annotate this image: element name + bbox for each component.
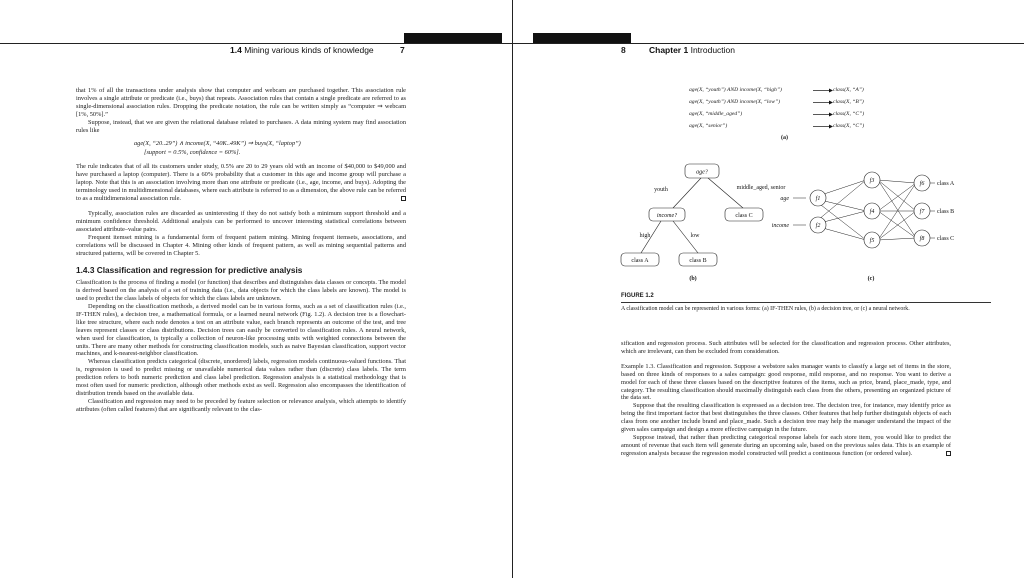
rule-rhs: class(X, “C”) bbox=[833, 111, 865, 117]
branch-label: middle_aged, senior bbox=[736, 185, 786, 191]
figure-label-a: (a) bbox=[781, 135, 788, 141]
paragraph: The rule indicates that of all its customers under study, 0.5% are 20 to 29 years old with an income of $40,000 to $49,000 and have purchased a laptop (computer). There is a 60% probability that a customer in this age and income group will purchase a laptop. Note that this is an association involving more than one attribute or predicate (i.e., age, income, and buys). Adopting the terminology used in multidimensional databases, where each attribute is referred to as a dimension, the above rule can be referred to as a multidimensional association rule. bbox=[76, 163, 406, 203]
neural-network bbox=[772, 172, 955, 282]
running-header bbox=[649, 45, 735, 55]
rule-row bbox=[689, 84, 909, 96]
paragraph: Typically, association rules are discarded as uninteresting if they do not satisfy both a minimum support threshold and a minimum confidence threshold. Additional analysis can be performed to uncover interesting statistical correlations between associated attribute–value pairs. bbox=[76, 209, 406, 233]
rule-rhs: class(X, “C”) bbox=[833, 123, 865, 129]
rule-rhs: class(X, “B”) bbox=[833, 99, 864, 105]
header-bar bbox=[404, 33, 502, 43]
branch-label: youth bbox=[654, 187, 668, 193]
tree-leaf-label: class B bbox=[689, 258, 707, 264]
paragraph: sification and regression process. Such attributes will be selected for the classification and regression process. Other attributes, which are irrelevant, can then be excluded from consideration. bbox=[621, 340, 951, 355]
arrow-icon bbox=[813, 124, 833, 129]
paragraph: Suppose instead, that rather than predicting categorical response labels for each store item, you would like to predict the amount of revenue that each item will generate during an upcoming sale, based on the previous sales data. This is an example of regression analysis because the regression model constructed will predict a continuous function (or ordered value). bbox=[621, 433, 951, 457]
figure-label-b: (b) bbox=[689, 276, 697, 282]
formula-line: age(X, “20..29”) ∧ income(X, “40K..49K”) ⇒ buys(X, “laptop”) bbox=[134, 140, 301, 148]
rule-row bbox=[689, 120, 909, 132]
header-bar bbox=[533, 33, 631, 43]
section-heading: 1.4.3 Classification and regression for predictive analysis bbox=[76, 265, 303, 276]
arrow-icon bbox=[813, 100, 833, 105]
caption-rule bbox=[621, 302, 991, 303]
right-page bbox=[513, 0, 1024, 578]
figure-label-c: (c) bbox=[867, 276, 875, 282]
tree-node-income-label: income? bbox=[656, 213, 678, 219]
paragraph: Suppose, instead, that we are given the relational database related to purchases. A data mining system may find association rules like bbox=[76, 118, 406, 134]
tree-leaf-label: class A bbox=[631, 258, 649, 264]
output-label: class B bbox=[937, 209, 955, 215]
rule-row bbox=[689, 108, 909, 120]
paragraph: Depending on the classification methods, a derived model can be in various forms, such as a set of classification rules (i.e., IF-THEN rules), a decision tree, a mathematical formula, or a learned neural network (Fig. 1.2). A decision tree is a flowchart-like tree structure, where each node denotes a test on an attribute value, each branch represents an outcome of the test, and tree leaves represent classes or class distributions. Decision trees can easily be converted to classification rules. A neural network, when used for classification, is typically a collection of neuron-like processing units with weighted connections between the units. There are many other methods for constructing classification models, such as naive Bayesian classification, support vector machines, and k-nearest-neighbor classification. bbox=[76, 303, 406, 358]
paragraph: Example 1.3. Classification and regression. Suppose a webstore sales manager wants to classify a large set of items in the store, based on three kinds of responses to a sales campaign: good response, mild response, and no response. You want to derive a model for each of these three classes based on the descriptive features of the items, such as price, brand, place_made, type, and category. The resulting classification should maximally distinguish each class from the others, presenting an organized picture of the data set. bbox=[621, 362, 951, 402]
paragraph: Classification and regression may need to be preceded by feature selection or relevance analysis, which attempts to identify attributes (often called features) that are significantly relevant to the clas- bbox=[76, 397, 406, 413]
page-number: 7 bbox=[400, 45, 405, 55]
header-rule bbox=[513, 43, 1024, 44]
figure-diagrams bbox=[613, 158, 993, 288]
qed-box bbox=[401, 196, 406, 201]
paragraph: Suppose that the resulting classification is expressed as a decision tree. The decision tree, for instance, may identify price as being the first important factor that best distinguishes the three classes. Other features that help further distinguish objects of each class from one another include brand and place_made. Such a decision tree may help the manager understand the impact of the given sales campaign and design a more effective campaign in the future. bbox=[621, 402, 951, 434]
figure-caption-title: FIGURE 1.2 bbox=[621, 293, 654, 299]
section-number: 1.4 bbox=[230, 45, 242, 55]
if-then-rules bbox=[689, 84, 909, 132]
paragraph: Whereas classification predicts categorical (discrete, unordered) labels, regression models continuous-valued functions. That is, regression is used to predict missing or unavailable numerical data values rather than (discrete) class labels. The term prediction refers to both numeric prediction and class label prediction. Regression analysis is a statistical methodology that is most often used for numeric prediction, although other methods exist as well. Regression also encompasses the identification of distribution trends based on the available data. bbox=[76, 358, 406, 397]
qed-box bbox=[946, 451, 951, 456]
node-label: f3 bbox=[869, 178, 875, 184]
rule-rhs: class(X, “A”) bbox=[833, 87, 864, 93]
page-number: 8 bbox=[621, 45, 626, 55]
figure-caption: A classification model can be represented in various forms: (a) IF-THEN rules, (b) a decision tree, or (c) a neural network. bbox=[621, 306, 910, 312]
branch-label: low bbox=[690, 233, 700, 239]
node-label: f6 bbox=[919, 181, 925, 187]
paragraph: Classification is the process of finding a model (or function) that describes and distinguishes data classes or concepts. The model is derived based on the analysis of a set of training data (i.e., data objects for which the class labels are known). The model is used to predict the class labels of objects for which the class labels are unknown. bbox=[76, 279, 406, 303]
rule-lhs: age(X, “youth”) AND income(X, “low”) bbox=[689, 99, 780, 105]
output-label: class A bbox=[937, 181, 955, 187]
input-label: income bbox=[771, 223, 789, 229]
tree-leaf-label: class C bbox=[735, 213, 753, 219]
node-label: f4 bbox=[869, 209, 875, 215]
association-rule-formula bbox=[134, 140, 406, 157]
running-header bbox=[230, 45, 374, 55]
left-body bbox=[76, 87, 406, 414]
formula-line: [support = 0.5%, confidence = 60%]. bbox=[144, 148, 241, 156]
node-label: f7 bbox=[919, 209, 925, 215]
input-label: age bbox=[780, 196, 789, 202]
rule-lhs: age(X, “youth”) AND income(X, “high”) bbox=[689, 87, 782, 93]
header-rule bbox=[0, 43, 512, 44]
node-label: f1 bbox=[815, 196, 821, 202]
arrow-icon bbox=[813, 112, 833, 117]
branch-label: high bbox=[639, 233, 651, 239]
node-label: f5 bbox=[869, 238, 875, 244]
arrow-icon bbox=[813, 88, 833, 93]
paragraph: Frequent itemset mining is a fundamental form of frequent pattern mining. Mining frequent itemsets, associations, and correlations will be discussed in Chapter 4. Mining other kinds of frequent pattern, as well as mining sequential patterns and structured patterns, will be covered in Chapter 5. bbox=[76, 233, 406, 257]
rule-lhs: age(X, “middle_aged”) bbox=[689, 111, 743, 117]
node-label: f2 bbox=[815, 223, 821, 229]
paragraph: that 1% of all the transactions under analysis show that computer and webcam are purchased together. This association rule involves a single attribute or predicate (i.e., buys) that repeats. Association rules that contain a single predicate are referred to as single-dimensional association rules. Dropping the predicate notation, the rule can be written simply as “computer ⇒ webcam [1%, 50%].” bbox=[76, 87, 406, 118]
right-body bbox=[621, 340, 951, 458]
tree-node-age-label: age? bbox=[696, 169, 708, 176]
section-title: Mining various kinds of knowledge bbox=[244, 45, 374, 55]
output-label: class C bbox=[937, 236, 955, 242]
chapter-label: Chapter 1 bbox=[649, 45, 689, 55]
node-label: f8 bbox=[919, 236, 925, 242]
rule-row bbox=[689, 96, 909, 108]
chapter-title: Introduction bbox=[690, 45, 736, 55]
rule-lhs: age(X, “senior”) bbox=[689, 123, 728, 129]
decision-tree bbox=[621, 164, 785, 282]
